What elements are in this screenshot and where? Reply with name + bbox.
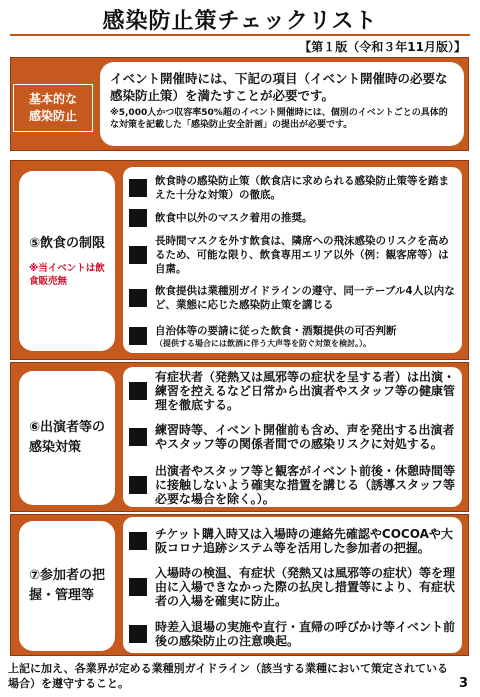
intro-card bbox=[100, 62, 464, 146]
intro-main-text: イベント開催時には、下記の項目（イベント開催時の必要な感染防止策）を満たすことが必要です。 bbox=[110, 71, 448, 103]
item-text: 出演者やスタッフ等と観客がイベント前後・休憩時間等に接触しないよう確実な措置を講じる（誘導スタッフ等必要な場合を除く。）。 bbox=[155, 464, 456, 506]
tag-line-1: 基本的な bbox=[28, 92, 77, 106]
item-text: 練習時等、イベント開催前も含め、声を発出する出演者やスタッフ等の関係者間での感染リスクに対処する。 bbox=[155, 423, 455, 451]
checklist-card bbox=[123, 517, 462, 653]
tag-line-2: 感染防止 bbox=[28, 109, 77, 123]
checklist-item bbox=[129, 369, 458, 413]
checklist-item bbox=[129, 565, 458, 609]
checkbox[interactable] bbox=[129, 625, 147, 643]
item-text: 時差入退場の実施や直行・直帰の呼びかけ等イベント前後の感染防止の注意喚起。 bbox=[155, 620, 456, 648]
footer-note: 上記に加え、各業界が定める業種別ガイドライン（該当する業種において策定されている場合）を遵守すること。 bbox=[8, 662, 448, 690]
item-text: 長時間マスクを外す飲食は、隣席への飛沫感染のリスクを高めるため、可能な限り、飲食専用エリア以外（例：観客席等）は自粛。 bbox=[155, 235, 449, 275]
basic-measures-tag bbox=[13, 84, 93, 132]
item-text: 飲食時の感染防止策（飲食店に求められる感染防止策等を踏まえた十分な対策）の徹底。 bbox=[155, 175, 449, 201]
checklist-item bbox=[129, 463, 458, 507]
checkbox[interactable] bbox=[129, 179, 147, 197]
page-number: 3 bbox=[458, 676, 468, 691]
checklist-item bbox=[129, 173, 458, 203]
checklist-item bbox=[129, 283, 458, 313]
checkbox[interactable] bbox=[129, 327, 147, 345]
section-subnote: ※当イベントは飲食販売無 bbox=[29, 263, 105, 287]
item-text: 有症状者（発熱又は風邪等の症状を呈する者）は出演・練習を控えるなど日常から出演者やスタッフ等の健康管理を徹底する。 bbox=[155, 370, 456, 412]
checklist-item bbox=[129, 233, 458, 277]
item-text: 入場時の検温、有症状（発熱又は風邪等の症状）等を理由に入場できなかった際の払戻し措置等により、有症状者の入場を確実に防止。 bbox=[155, 566, 456, 608]
section-label bbox=[19, 521, 115, 651]
checkbox[interactable] bbox=[129, 532, 147, 550]
item-text: 飲食中以外のマスク着用の推奨。 bbox=[155, 212, 313, 224]
item-text bbox=[155, 324, 397, 349]
checklist-item bbox=[129, 415, 458, 459]
checklist-card bbox=[123, 167, 462, 353]
section-food-restriction bbox=[10, 160, 469, 360]
section-title: ⑤飲食の制限 bbox=[29, 236, 106, 251]
checklist-card bbox=[123, 367, 462, 507]
item-text: 飲食提供は業種別ガイドラインの遵守、同一テーブル4人以内など、業態に応じた感染防止策を講じる bbox=[155, 285, 455, 311]
item-note: （提供する場合には飲酒に伴う大声等を防ぐ対策を検討。）。 bbox=[155, 338, 371, 348]
checkbox[interactable] bbox=[129, 289, 147, 307]
checklist-item bbox=[129, 519, 458, 563]
checkbox[interactable] bbox=[129, 382, 147, 400]
section-participant-management bbox=[10, 514, 469, 656]
checklist-item bbox=[129, 617, 458, 651]
checkbox[interactable] bbox=[129, 476, 147, 494]
checkbox[interactable] bbox=[129, 578, 147, 596]
checkbox[interactable] bbox=[129, 246, 147, 264]
intro-note: ※5,000人かつ収容率50%超のイベント開催時には、個別のイベントごとの具体的な対策を記載した「感染防止安全計画」の提出が必要です。 bbox=[110, 108, 448, 130]
item-text: チケット購入時又は入場時の連絡先確認やCOCOAや大阪コロナ追跡システム等を活用した参加者の把握。 bbox=[155, 527, 453, 555]
checklist-item bbox=[129, 321, 458, 351]
checklist-item bbox=[129, 209, 458, 227]
section-title: ⑦参加者の把握・管理等 bbox=[29, 568, 106, 603]
checkbox[interactable] bbox=[129, 209, 147, 227]
item-main-text: 自治体等の要請に従った飲食・酒類提供の可否判断 bbox=[155, 324, 397, 337]
section-performer-measures bbox=[10, 362, 469, 512]
edition-label: 【第１版（令和３年11月版）】 bbox=[299, 40, 466, 54]
section-label bbox=[19, 171, 115, 351]
section-label bbox=[19, 371, 115, 505]
title-divider bbox=[10, 34, 470, 36]
section-title: ⑥出演者等の感染対策 bbox=[29, 420, 106, 455]
page-title: 感染防止策チェックリスト bbox=[102, 9, 378, 34]
checkbox[interactable] bbox=[129, 428, 147, 446]
